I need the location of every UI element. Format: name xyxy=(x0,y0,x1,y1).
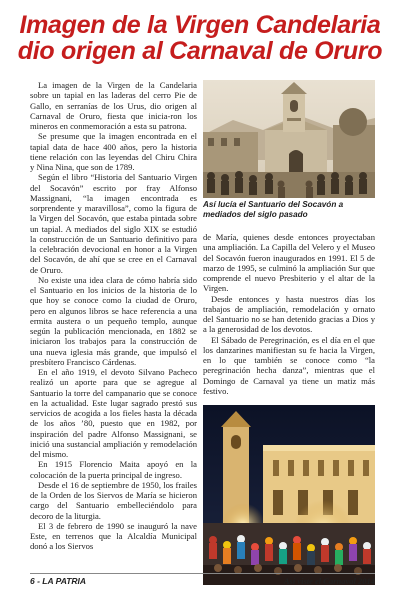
footer-divider xyxy=(30,573,375,574)
photo-caption: Así lucía el Santuario del Socavón a mediados del siglo pasado xyxy=(203,200,344,219)
paragraph: El Sábado de Peregrinación, es el día en el que los danzarines manifiestan su fe hacia la Virgen, en lo que también se conoce como “la peregrinación hecha danza”, mientras que el Domingo de Carnaval ya tiene un matiz más festivo. xyxy=(203,334,375,396)
headline-line-1: Imagen de la Virgen Candelaria xyxy=(19,11,381,39)
left-column xyxy=(30,80,197,552)
paragraph: Según el libro “Historia del Santuario Virgen del Socavón” escrito por fray Alfonso Massignani, “la imagen encontrada es sorprendente y maravillosa”, como la figura de la Virgen del Socavón, que estaba pintada sobre un tapial. A mediados del siglo XIX se estudió la construcción de un Santuario definitivo para la celebración devocional en honor a la Virgen del Socavón, de ahí que se cree en el Carnaval de Oruro. xyxy=(30,172,197,275)
right-column xyxy=(203,232,375,396)
sanctuary-night-illustration xyxy=(203,405,375,585)
paragraph: La imagen de la Virgen de la Candelaria sobre un tapial en las laderas del cerro Pie de Gallo, en serranías de los Urus, dio origen al Carnaval de Oruro, fiesta que inicia-ron los mineros en conmemoración a esta su patrona. xyxy=(30,80,197,131)
paragraph: Desde entonces y hasta nuestros días los trabajos de ampliación, remodelación y ornato del Santuario no se han detenido gracias a Dios y a la generosidad de los devotos. xyxy=(203,293,375,335)
night-sanctuary-photo xyxy=(203,405,375,585)
paragraph: El 3 de febrero de 1990 se inauguró la nave Este, en terrenos que la Alcaldía Municipal donó a los Siervos xyxy=(30,520,197,552)
paragraph: Se presume que la imagen encontrada en el tapial data de hace 400 años, pero la historia tiene relación con las leyendas del Chiru Chira y Nina Nina, que son de 1789. xyxy=(30,131,197,172)
page-number-publication: 6 - LA PATRIA xyxy=(30,576,87,586)
headline xyxy=(10,12,390,64)
historic-sanctuary-photo xyxy=(203,80,375,198)
headline-line-2: dio origen al Carnaval de Oruro xyxy=(17,37,383,65)
paragraph: No existe una idea clara de cómo habría sido el Santuario en los inicios de la historia de lo que hoy se conoce como la ciudad de Oruro, pero en algunos libros se hace referencia a una ermita austera o un pequeño templo, aunque según la publicación mencionada, en 1882 se iniciaron los trabajos para la construcción de una nueva iglesia más grande, que impulsó el presbítero Francisco Cárdenas. xyxy=(30,274,197,367)
paragraph: En el año 1919, el devoto Silvano Pacheco realizó un aporte para que se agregue al Santuario la torre del campanario que se conoce en la actualidad. Este lugar sagrado prestó sus servicios de acogida a los fieles hasta la década de los años ’80, puesto que en 1982, por inspiración del padre Alfonso Massignani, se inició una sustancial ampliación y remodelación del mismo. xyxy=(30,367,197,459)
sanctuary-sepia-illustration xyxy=(203,80,375,198)
paragraph: En 1915 Florencio Maita apoyó en la colocación de la puerta principal de ingreso. xyxy=(30,459,197,480)
section-title: Así viste el Carnaval 2014 xyxy=(283,576,375,586)
paragraph: Desde el 16 de septiembre de 1950, los frailes de la Orden de los Siervos de María se hicieron cargo del Santuario embelleciéndolo para decoro de la liturgia. xyxy=(30,479,197,521)
paragraph: de María, quienes desde entonces proyectaban una ampliación. La Capilla del Velero y el Museo del Socavón fueron inaugurados en 1991. El 5 de marzo de 1995, se culminó la ampliación Sur que comprende el nuevo Presbiterio y el altar de la Virgen. xyxy=(203,232,375,294)
